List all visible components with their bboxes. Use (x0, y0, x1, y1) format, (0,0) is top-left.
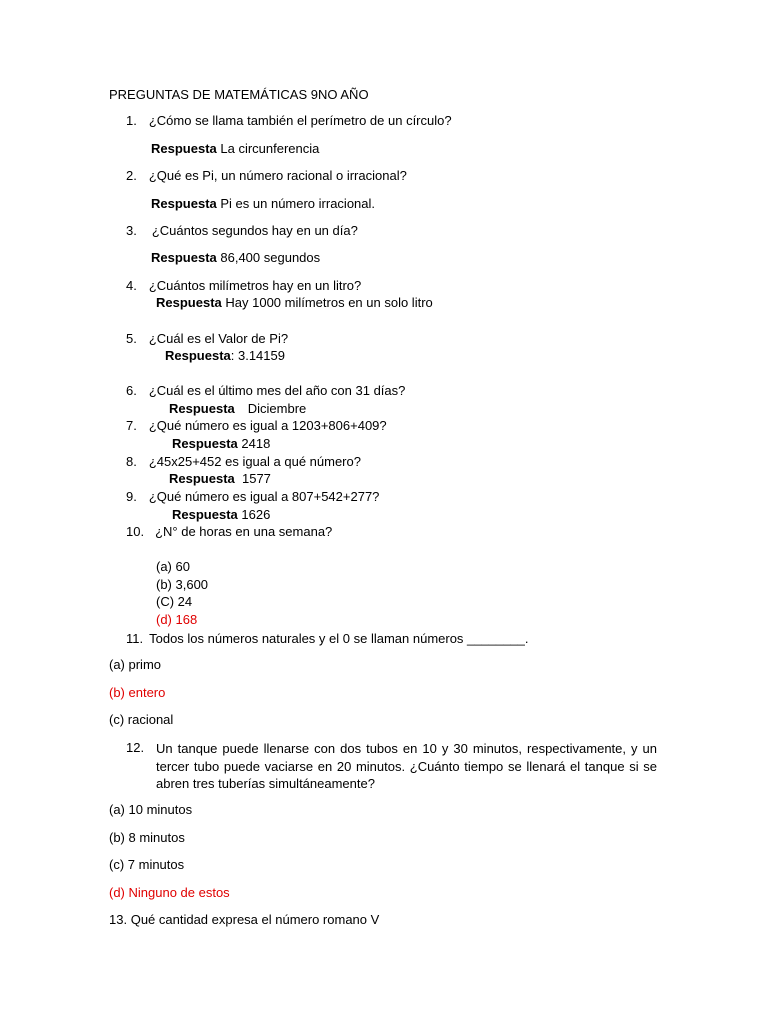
answer-7 (172, 436, 270, 452)
answer-label: Respuesta (151, 141, 217, 156)
answer-text: : 3.14159 (230, 348, 285, 363)
question-number: 7. (126, 418, 137, 433)
option-10a: (a) 60 (156, 559, 190, 574)
question-text: ¿Cuántos milímetros hay en un litro? (148, 278, 362, 293)
question-7 (126, 418, 387, 434)
option-11c: (c) racional (109, 712, 174, 727)
question-number: 1. (126, 113, 137, 128)
answer-label: Respuesta (151, 196, 217, 211)
answer-label: Respuesta (165, 348, 231, 363)
question-10 (126, 524, 332, 540)
question-number: 9. (126, 489, 137, 504)
question-11 (126, 631, 529, 647)
option-10d-correct: (d) 168 (156, 612, 198, 627)
question-text: ¿Cuál es el Valor de Pi? (148, 331, 289, 346)
question-number-12: 12. (126, 740, 145, 755)
answer-3 (151, 250, 320, 266)
answer-label: Respuesta (156, 295, 222, 310)
answer-text: 86,400 segundos (220, 250, 321, 265)
question-number: 3. (126, 223, 137, 238)
answer-6 (169, 401, 306, 417)
question-text: ¿Qué número es igual a 807+542+277? (148, 489, 380, 504)
answer-4 (156, 295, 433, 311)
question-12-text: Un tanque puede llenarse con dos tubos en 10 y 30 minutos, respectivamente, y un tercer tubo puede vaciarse en 20 minutos. ¿Cuánto tiempo se llenará el tanque si se abren tres tuberías simultáneamente? (156, 741, 657, 791)
answer-2 (151, 196, 375, 212)
answer-label: Respuesta (172, 507, 238, 522)
question-number: 4. (126, 278, 137, 293)
question-9 (126, 489, 379, 505)
question-text: ¿Cuál es el último mes del año con 31 días? (148, 383, 406, 398)
question-4 (126, 278, 361, 294)
option-12b: (b) 8 minutos (109, 830, 185, 845)
answer-text: La circunferencia (220, 141, 320, 156)
question-number: 5. (126, 331, 137, 346)
option-12c: (c) 7 minutos (109, 857, 185, 872)
question-text: Todos los números naturales y el 0 se llaman números ________. (149, 631, 529, 646)
option-10c: (C) 24 (156, 594, 193, 609)
option-12a: (a) 10 minutos (109, 802, 193, 817)
answer-text: Hay 1000 milímetros en un solo litro (225, 295, 433, 310)
question-text: ¿N° de horas en una semana? (155, 524, 333, 539)
answer-text: 1626 (241, 507, 271, 522)
question-text: Qué cantidad expresa el número romano V (130, 912, 380, 927)
question-6 (126, 383, 405, 399)
question-8 (126, 454, 361, 470)
question-2 (126, 168, 407, 184)
answer-label: Respuesta (172, 436, 238, 451)
question-number: 10. (126, 524, 145, 539)
question-3 (126, 223, 358, 239)
question-13 (109, 912, 379, 928)
question-1 (126, 113, 452, 129)
question-number: 13. (109, 912, 128, 927)
question-5 (126, 331, 288, 347)
question-number: 11. (126, 631, 144, 646)
question-text: ¿Cómo se llama también el perímetro de un círculo? (148, 113, 452, 128)
question-number: 2. (126, 168, 137, 183)
answer-text: Pi es un número irracional. (220, 196, 376, 211)
question-text: ¿Qué número es igual a 1203+806+409? (148, 418, 387, 433)
option-12d-correct: (d) Ninguno de estos (109, 885, 230, 900)
answer-8 (169, 471, 271, 487)
question-number: 8. (126, 454, 137, 469)
answer-1 (151, 141, 319, 157)
question-text: ¿Qué es Pi, un número racional o irracional? (148, 168, 407, 183)
question-number: 6. (126, 383, 137, 398)
answer-text: 2418 (241, 436, 271, 451)
answer-text: Diciembre (247, 401, 307, 416)
answer-text: 1577 (241, 471, 271, 486)
page-title: PREGUNTAS DE MATEMÁTICAS 9NO AÑO (109, 87, 369, 102)
answer-label: Respuesta (169, 471, 235, 486)
question-text: ¿45x25+452 es igual a qué número? (148, 454, 361, 469)
answer-5 (165, 348, 285, 364)
answer-9 (172, 507, 270, 523)
answer-label: Respuesta (169, 401, 235, 416)
question-text: ¿Cuántos segundos hay en un día? (151, 223, 358, 238)
option-10b: (b) 3,600 (156, 577, 209, 592)
answer-label: Respuesta (151, 250, 217, 265)
option-11a: (a) primo (109, 657, 162, 672)
option-11b-correct: (b) entero (109, 685, 166, 700)
